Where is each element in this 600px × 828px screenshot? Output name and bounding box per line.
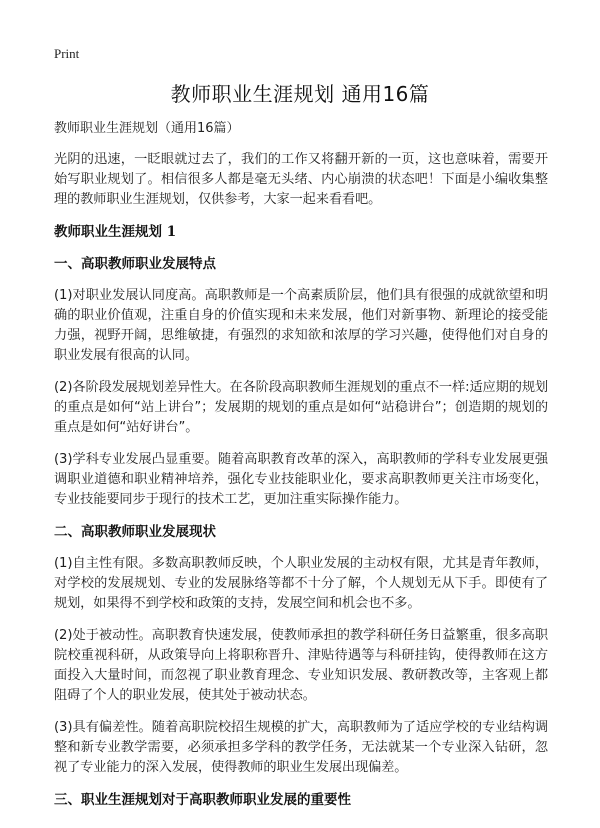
section-heading: 一、高职教师职业发展特点 (54, 256, 216, 272)
document-subtitle: 教师职业生涯规划（通用16篇） (54, 121, 240, 136)
paragraph: (3)学科专业发展凸显重要。随着高职教育改革的深入，高职教师的学科专业发展更强调职业道德和职业精神培养，强化专业技能职业化，要求高职教师更关注市场变化，专业技能要同步于现行的技术工艺，更加注重实际操作能力。 (54, 452, 548, 507)
section-heading: 三、职业生涯规划对于高职教师职业发展的重要性 (54, 792, 351, 808)
intro-paragraph: 光阴的迅速，一眨眼就过去了，我们的工作又将翻开新的一页，这也意味着，需要开始写职业规划了。相信很多人都是毫无头绪、内心崩溃的状态吧！下面是小编收集整理的教师职业生涯规划，仅供参考，大家一起来看看吧。 (54, 152, 548, 207)
section-heading: 二、高职教师职业发展现状 (54, 524, 216, 540)
paragraph: (3)具有偏差性。随着高职院校招生规模的扩大，高职教师为了适应学校的专业结构调整和新专业教学需要，必须承担多学科的教学任务，无法就某一个专业深入钻研，忽视了专业能力的深入发展，使得教师的职业生发展出现偏差。 (54, 720, 548, 775)
article-heading: 教师职业生涯规划 1 (54, 224, 177, 240)
paragraph: (1)自主性有限。多数高职教师反映，个人职业发展的主动权有限，尤其是青年教师，对学校的发展规划、专业的发展脉络等都不十分了解，个人规划无从下手。即使有了规划，如果得不到学校和政策的支持，发展空间和机会也不多。 (54, 556, 548, 611)
paragraph: (2)各阶段发展规划差异性大。在各阶段高职教师生涯规划的重点不一样:适应期的规划的重点是如何“站上讲台”；发展期的规划的重点是如何“站稳讲台”；创造期的规划的重点是如何“站好讲台”。 (54, 380, 548, 435)
print-label: Print (54, 46, 80, 61)
paragraph: (1)对职业发展认同度高。高职教师是一个高素质阶层，他们具有很强的成就欲望和明确的职业价值观，注重自身的价值实现和未来发展，他们对新事物、新理论的接受能力强，视野开阔，思维敏捷，有强烈的求知欲和浓厚的学习兴趣，使得他们对自身的职业发展有很高的认同。 (54, 288, 548, 363)
paragraph: (2)处于被动性。高职教育快速发展，使教师承担的教学科研任务日益繁重，很多高职院校重视科研，从政策导向上将职称晋升、津贴待遇等与科研挂钩，使得教师在这方面投入大量时间，而忽视了职业教育理念、专业知识发展、教研教改等，主客观上都阻碍了个人的职业发展，使其处于被动状态。 (54, 628, 548, 703)
page-title: 教师职业生涯规划 通用16篇 (170, 82, 430, 106)
document-body (54, 150, 548, 822)
